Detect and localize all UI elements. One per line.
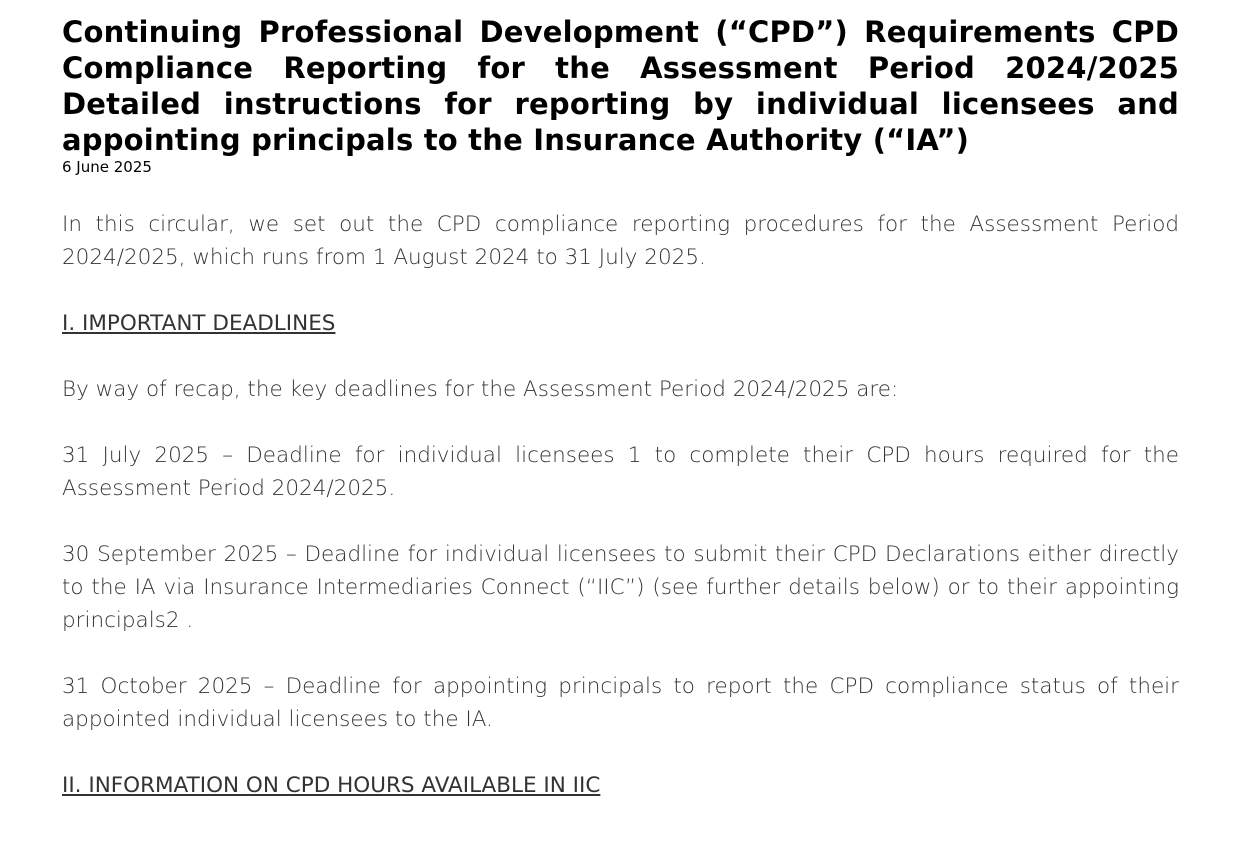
deadline-item: 30 September 2025 – Deadline for individual licensees to submit their CPD Declarations either directly to the IA via Insurance Intermediaries Connect (“IIC”) (see further details below) or to their appointing principals2 . [62,542,1179,633]
spacer [62,176,1179,208]
deadline-item: 31 October 2025 – Deadline for appointing principals to report the CPD compliance status of their appointed individual licensees to the IA. [62,674,1179,732]
section-heading-deadlines: I. IMPORTANT DEADLINES [62,311,336,336]
document-date: 6 June 2025 [62,158,152,176]
section-heading-cpd-hours: II. INFORMATION ON CPD HOURS AVAILABLE IN IIC [62,773,601,798]
spacer [62,274,1179,307]
spacer [62,736,1179,769]
deadline-item: 31 July 2025 – Deadline for individual licensees 1 to complete their CPD hours required for the Assessment Period 2024/2025. [62,443,1179,501]
spacer [62,340,1179,373]
spacer [62,406,1179,439]
spacer [62,505,1179,538]
document-title: Continuing Professional Development (“CPD”) Requirements CPD Compliance Reporting for the Assessment Period 2024/2025 Detailed instructions for reporting by individual licensees and appointing principals to the Insurance Authority (“IA”) [62,15,1179,157]
recap-paragraph: By way of recap, the key deadlines for the Assessment Period 2024/2025 are: [62,377,899,402]
intro-paragraph: In this circular, we set out the CPD compliance reporting procedures for the Assessment Period 2024/2025, which runs from 1 August 2024 to 31 July 2025. [62,212,1179,270]
spacer [62,637,1179,670]
